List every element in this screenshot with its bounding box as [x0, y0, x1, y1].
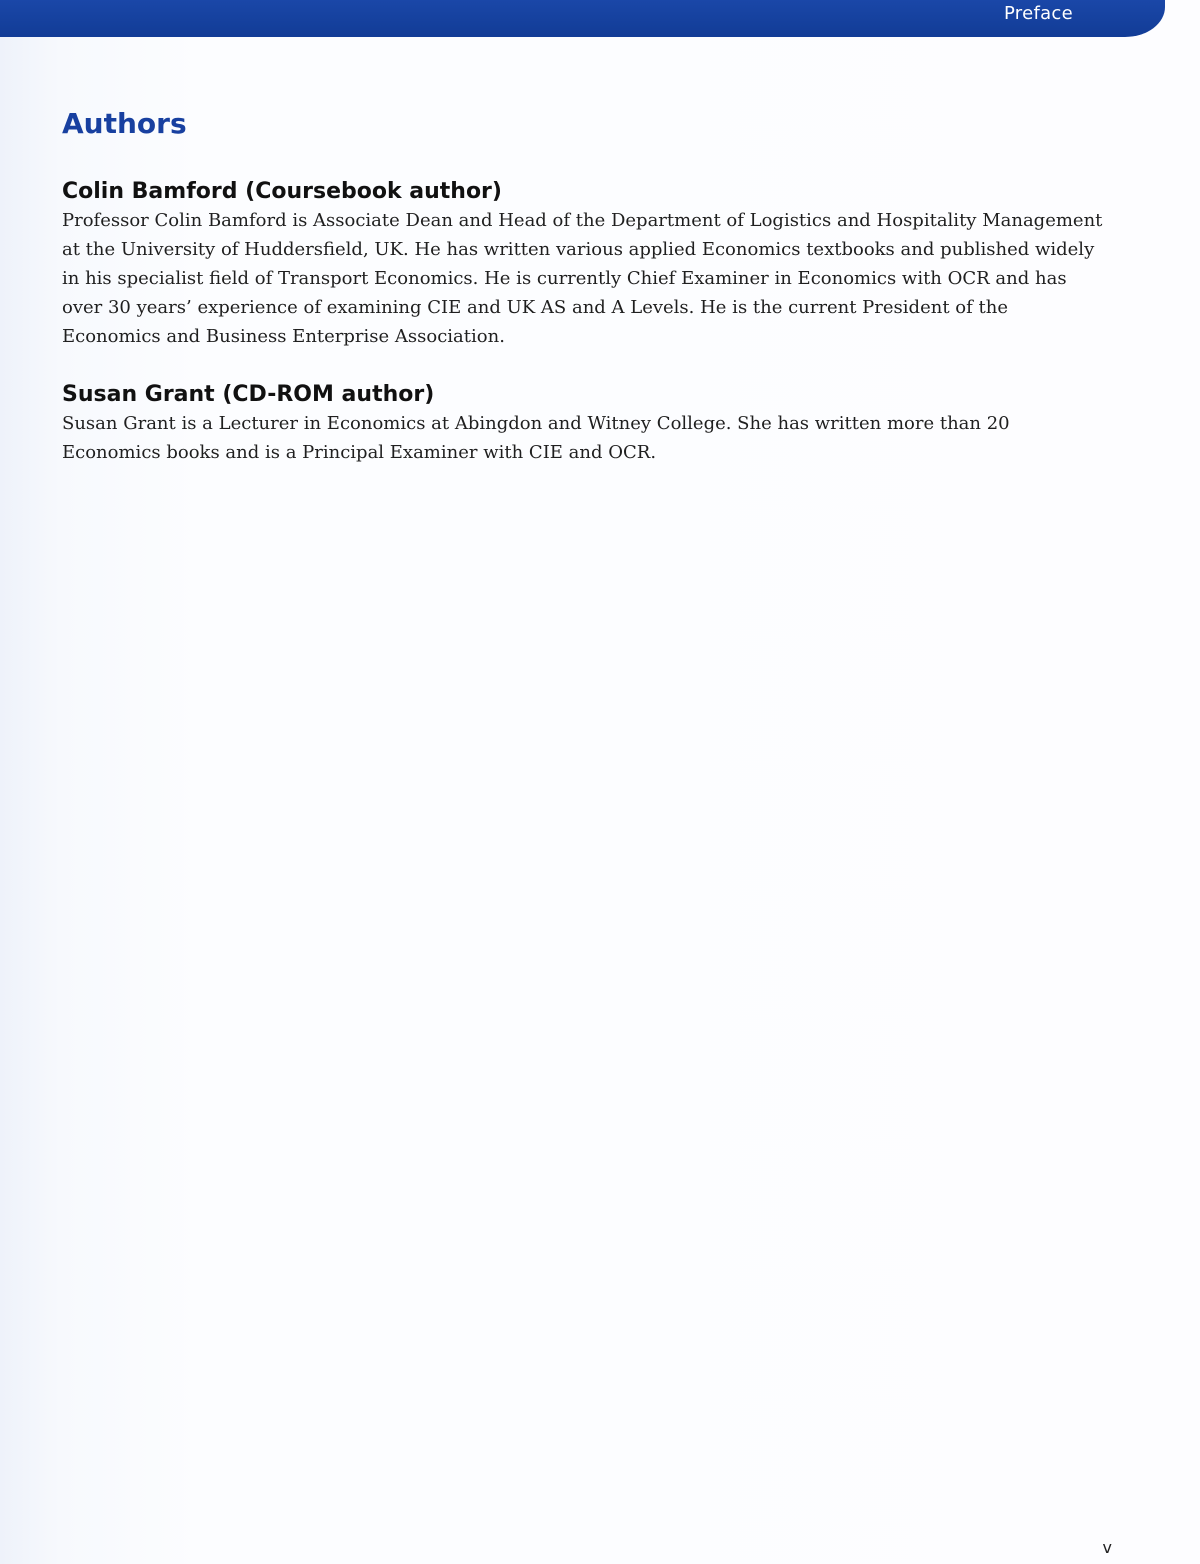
author-entry-grant	[62, 381, 1112, 467]
author-entry-bamford	[62, 178, 1112, 351]
page-title: Authors	[62, 107, 187, 140]
author-bio: Professor Colin Bamford is Associate Dean and Head of the Department of Logistics and Hospitality Management at the University of Huddersfield, UK. He has written various applied Economics textbooks and published widely in his specialist field of Transport Economics. He is currently Chief Examiner in Economics with OCR and has over 30 years’ experience of examining CIE and UK AS and A Levels. He is the current President of the Economics and Business Enterprise Association.	[62, 210, 1103, 347]
author-bio: Susan Grant is a Lecturer in Economics at Abingdon and Witney College. She has written more than 20 Economics books and is a Principal Examiner with CIE and OCR.	[62, 413, 1010, 463]
author-heading: Colin Bamford (Coursebook author)	[62, 179, 502, 204]
author-heading: Susan Grant (CD-ROM author)	[62, 382, 435, 407]
main-content	[62, 104, 1112, 497]
header-section-label: Preface	[1003, 3, 1073, 24]
page-number: v	[1102, 1538, 1112, 1557]
header-bar	[0, 0, 1165, 37]
